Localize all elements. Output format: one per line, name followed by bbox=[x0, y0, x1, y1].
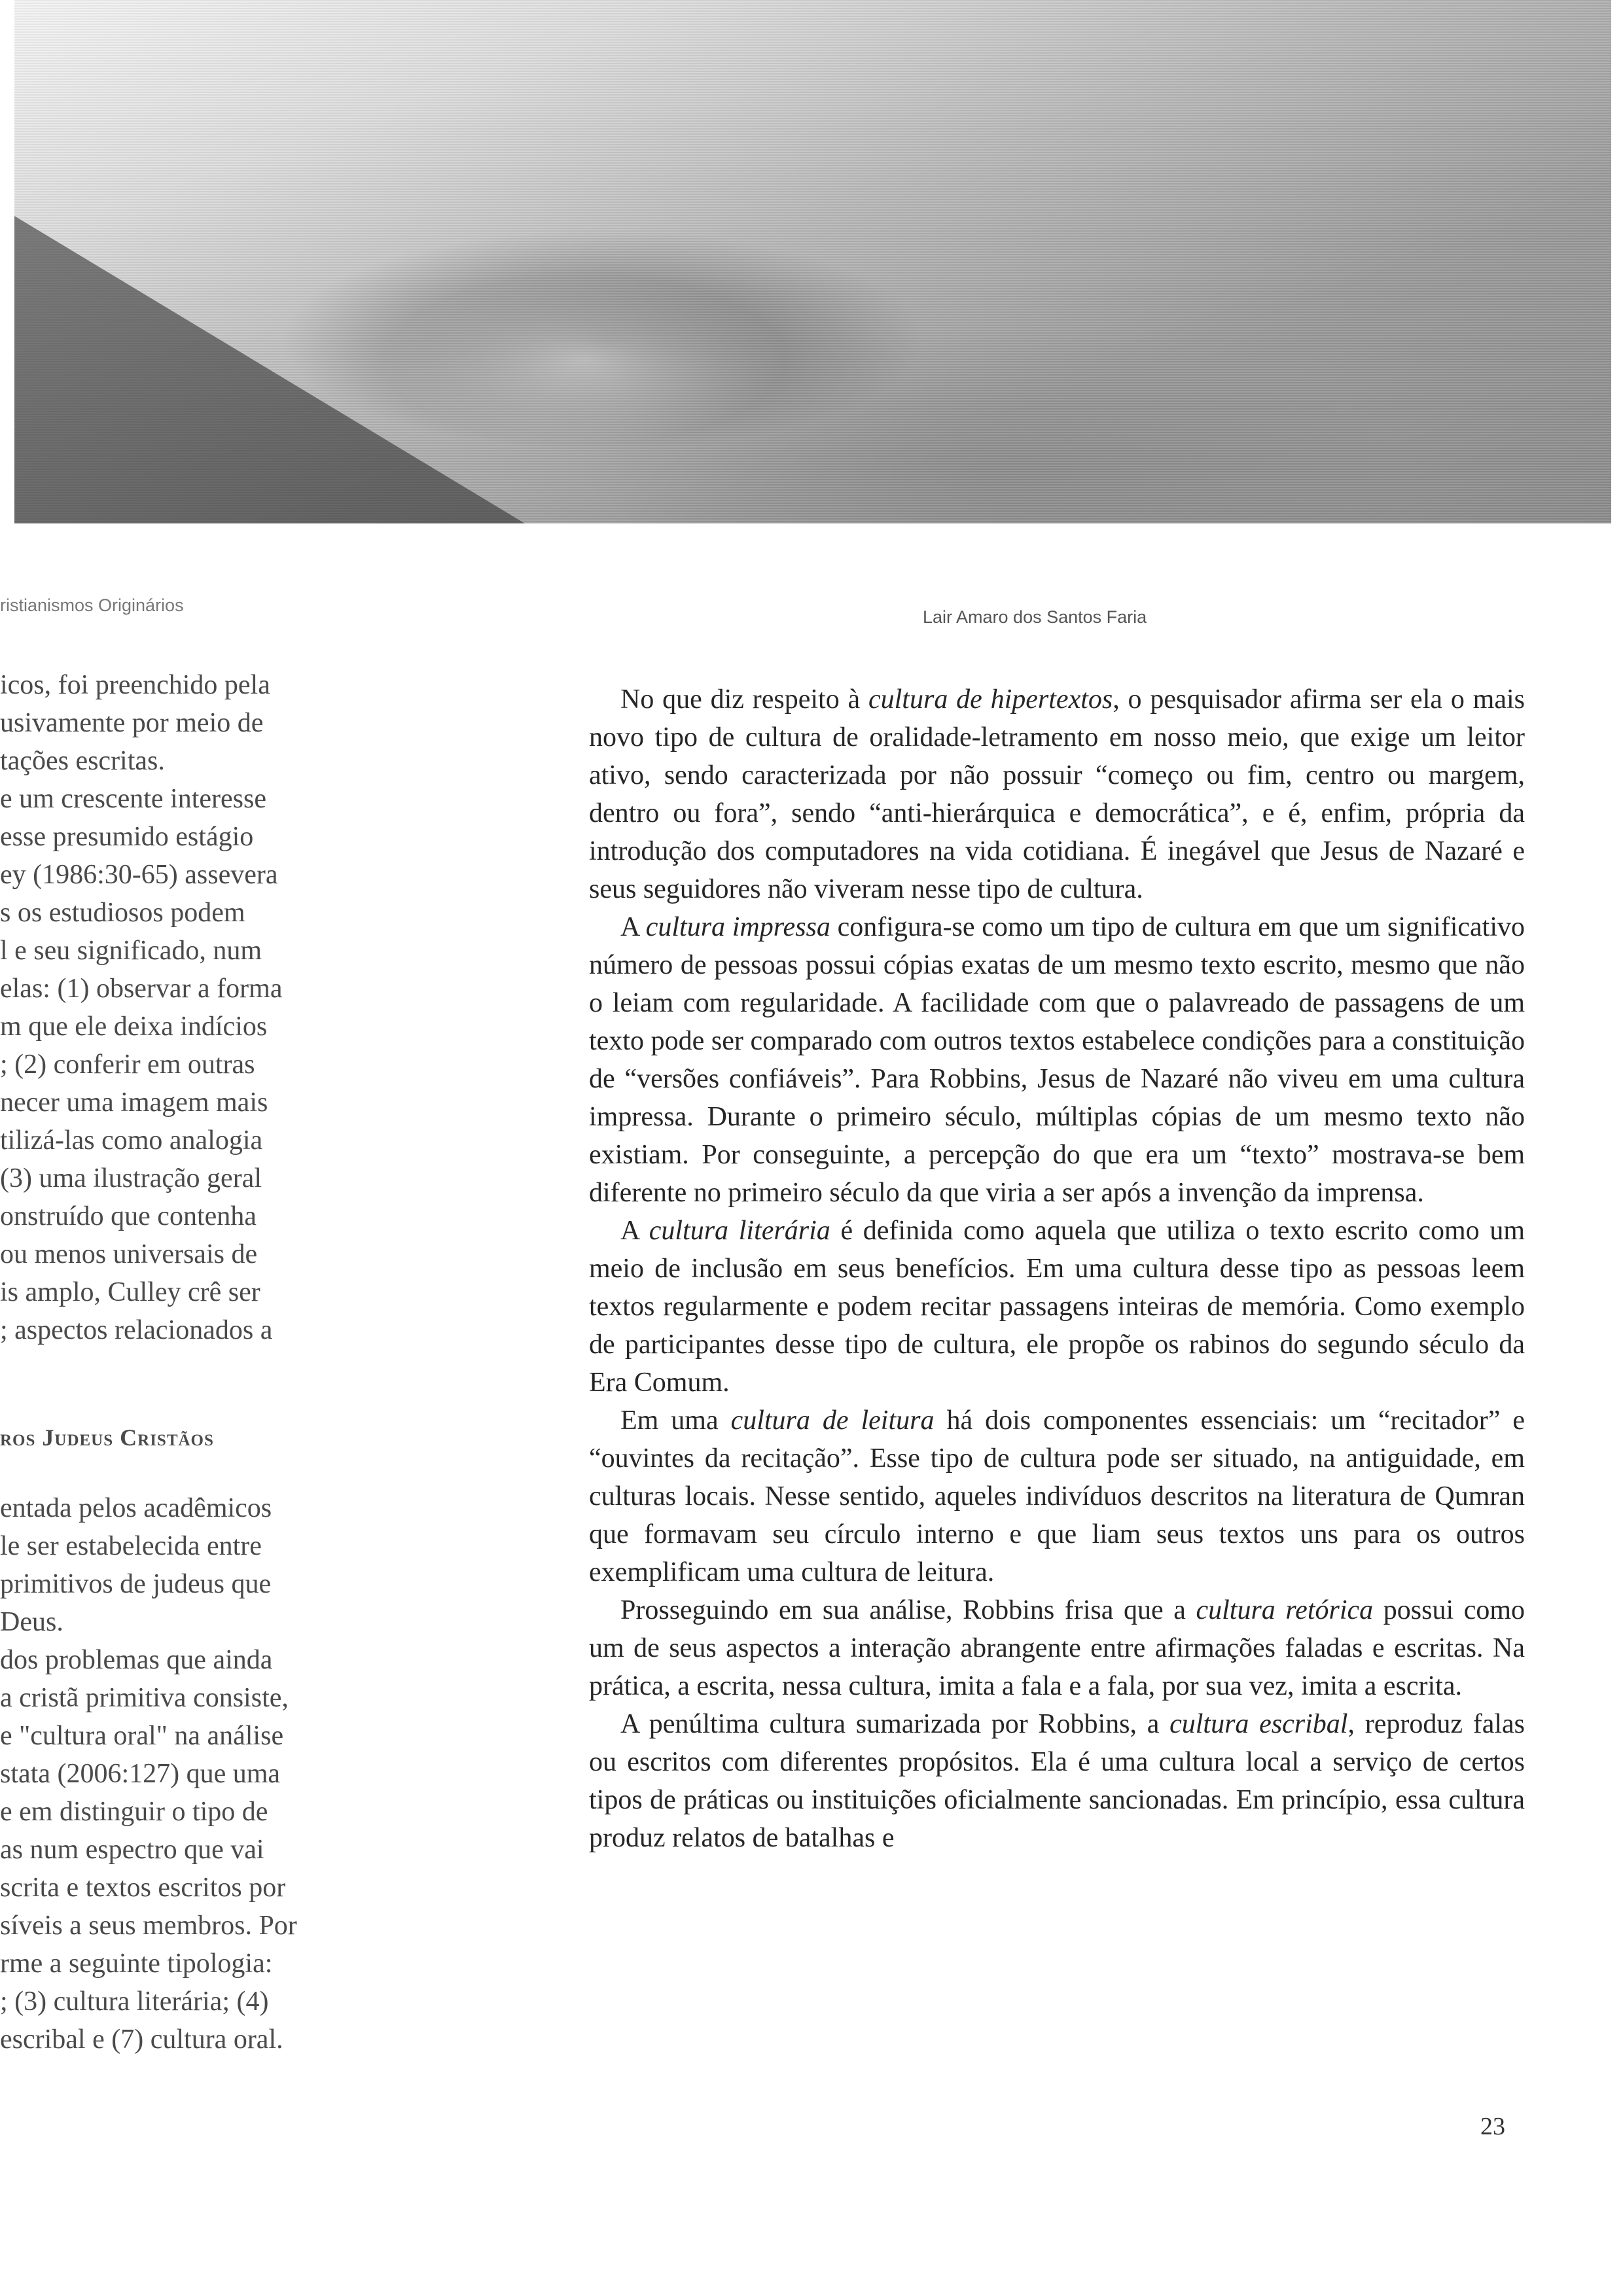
emphasis-term: cultura escribal bbox=[1169, 1709, 1348, 1739]
left-line: ; (2) conferir em outras bbox=[0, 1050, 255, 1080]
left-line: ou menos universais de bbox=[0, 1239, 258, 1269]
text-run: A bbox=[620, 912, 646, 942]
left-line: le ser estabelecida entre bbox=[0, 1531, 262, 1561]
text-run: A penúltima cultura sumarizada por Robbins, a bbox=[620, 1709, 1170, 1739]
left-line: elas: (1) observar a forma bbox=[0, 974, 283, 1004]
left-line: necer uma imagem mais bbox=[0, 1087, 268, 1118]
left-line: s os estudiosos podem bbox=[0, 898, 245, 928]
paragraph-retorica bbox=[589, 1591, 1525, 1705]
text-run: há dois componentes essenciais: um “recitador” e “ouvintes da recitação”. Esse tipo de cultura pode ser situado, na antiguidade, em culturas locais. Nesse sentido, aqueles indivíduos descritos na literatura de Qumran que formavam seu círculo interno e que liam seus textos uns para os outros exemplificam uma cultura de leitura. bbox=[589, 1405, 1525, 1587]
paragraph-impressa bbox=[589, 908, 1525, 1212]
text-run: configura-se como um tipo de cultura em que um significativo número de pessoas possui cópias exatas de um mesmo texto escrito, mesmo que não o leiam com regularidade. A facilidade com que o palavreado de passagens de um texto pode ser comparado com outros textos estabelece condições para a constituição de “versões confiáveis”. Para Robbins, Jesus de Nazaré não viveu em uma cultura impressa. Durante o primeiro século, múltiplas cópias de um mesmo texto não existiam. Por conseguinte, a percepção do que era um “texto” mostrava-se bem diferente no primeiro século da que viria a ser após a invenção da imprensa. bbox=[589, 912, 1525, 1208]
photo-light-glow bbox=[381, 275, 787, 445]
left-page-column bbox=[0, 666, 335, 2058]
left-line: icos, foi preenchido pela bbox=[0, 670, 270, 700]
emphasis-term: cultura literária bbox=[649, 1216, 830, 1246]
emphasis-term: cultura impressa bbox=[645, 912, 830, 942]
text-run: No que diz respeito à bbox=[620, 684, 868, 715]
text-run: , reproduz falas ou escritos com diferentes propósitos. Ela é uma cultura local a serviço de certos tipos de práticas ou instituições oficialmente sancionadas. Em princípio, essa cultura produz relatos de batalhas e bbox=[589, 1709, 1525, 1853]
left-line: e "cultura oral" na análise bbox=[0, 1721, 284, 1751]
left-line: onstruído que contenha bbox=[0, 1201, 257, 1231]
paragraph-escribal bbox=[589, 1705, 1525, 1857]
paragraph-hipertextos bbox=[589, 680, 1525, 908]
left-line: e um crescente interesse bbox=[0, 784, 266, 814]
left-line: a cristã primitiva consiste, bbox=[0, 1683, 289, 1713]
left-line: ey (1986:30-65) assevera bbox=[0, 860, 278, 890]
text-run: Prosseguindo em sua análise, Robbins frisa que a bbox=[620, 1595, 1196, 1625]
text-run: é definida como aquela que utiliza o texto escrito como um meio de inclusão em seus benefícios. Em uma cultura desse tipo as pessoas leem textos regularmente e podem recitar passagens inteiras de memória. Como exemplo de participantes desse tipo de cultura, ele propõe os rabinos do segundo século da Era Comum. bbox=[589, 1216, 1525, 1398]
text-run: possui como um de seus aspectos a interação abrangente entre afirmações faladas e escritas. Na prática, a escrita, nessa cultura, imita a fala e a fala, por sua vez, imita a escrita. bbox=[589, 1595, 1525, 1701]
left-line: stata (2006:127) que uma bbox=[0, 1759, 281, 1789]
left-line: m que ele deixa indícios bbox=[0, 1012, 268, 1042]
left-line: ; (3) cultura literária; (4) bbox=[0, 1987, 269, 2017]
left-line: primitivos de judeus que bbox=[0, 1569, 272, 1599]
page-number: 23 bbox=[1480, 2113, 1505, 2140]
text-run: , o pesquisador afirma ser ela o mais novo tipo de cultura de oralidade-letramento em nosso meio, que exige um leitor ativo, sendo caracterizada por não possuir “começo ou fim, centro ou margem, dentro ou fora”, sendo “anti-hierárquica e democrática”, e é, enfim, própria da introdução dos computadores na vida cotidiana. É inegável que Jesus de Nazaré e seus seguidores não viveram nesse tipo de cultura. bbox=[589, 684, 1525, 904]
left-line: escribal e (7) cultura oral. bbox=[0, 2024, 283, 2055]
running-title-left: ristianismos Originários bbox=[0, 595, 184, 615]
left-line: is amplo, Culley crê ser bbox=[0, 1277, 260, 1307]
left-line: tações escritas. bbox=[0, 746, 165, 776]
text-run: Em uma bbox=[620, 1405, 731, 1436]
left-line: síveis a seus membros. Por bbox=[0, 1911, 297, 1941]
main-text-column bbox=[589, 680, 1525, 1857]
left-line: entada pelos acadêmicos bbox=[0, 1493, 272, 1523]
left-line: rme a seguinte tipologia: bbox=[0, 1949, 273, 1979]
paragraph-leitura bbox=[589, 1402, 1525, 1591]
emphasis-term: cultura de leitura bbox=[730, 1405, 935, 1436]
left-line: l e seu significado, num bbox=[0, 936, 262, 966]
emphasis-term: cultura de hipertextos bbox=[868, 684, 1113, 715]
paragraph-literaria bbox=[589, 1212, 1525, 1402]
left-line: Deus. bbox=[0, 1607, 63, 1637]
left-line: usivamente por meio de bbox=[0, 708, 264, 738]
left-line: as num espectro que vai bbox=[0, 1835, 264, 1865]
emphasis-term: cultura retórica bbox=[1196, 1595, 1374, 1625]
left-line: (3) uma ilustração geral bbox=[0, 1163, 262, 1193]
left-line: esse presumido estágio bbox=[0, 822, 254, 852]
left-line: ; aspectos relacionados a bbox=[0, 1315, 273, 1345]
running-title-right: Lair Amaro dos Santos Faria bbox=[923, 607, 1147, 627]
left-line: dos problemas que ainda bbox=[0, 1645, 273, 1675]
header-photo bbox=[14, 0, 1611, 523]
left-line: e em distinguir o tipo de bbox=[0, 1797, 268, 1827]
left-line: scrita e textos escritos por bbox=[0, 1873, 286, 1903]
text-run: A bbox=[620, 1216, 649, 1246]
section-heading: ros Judeus Cristãos bbox=[0, 1424, 214, 1451]
left-line: tilizá-las como analogia bbox=[0, 1125, 263, 1156]
